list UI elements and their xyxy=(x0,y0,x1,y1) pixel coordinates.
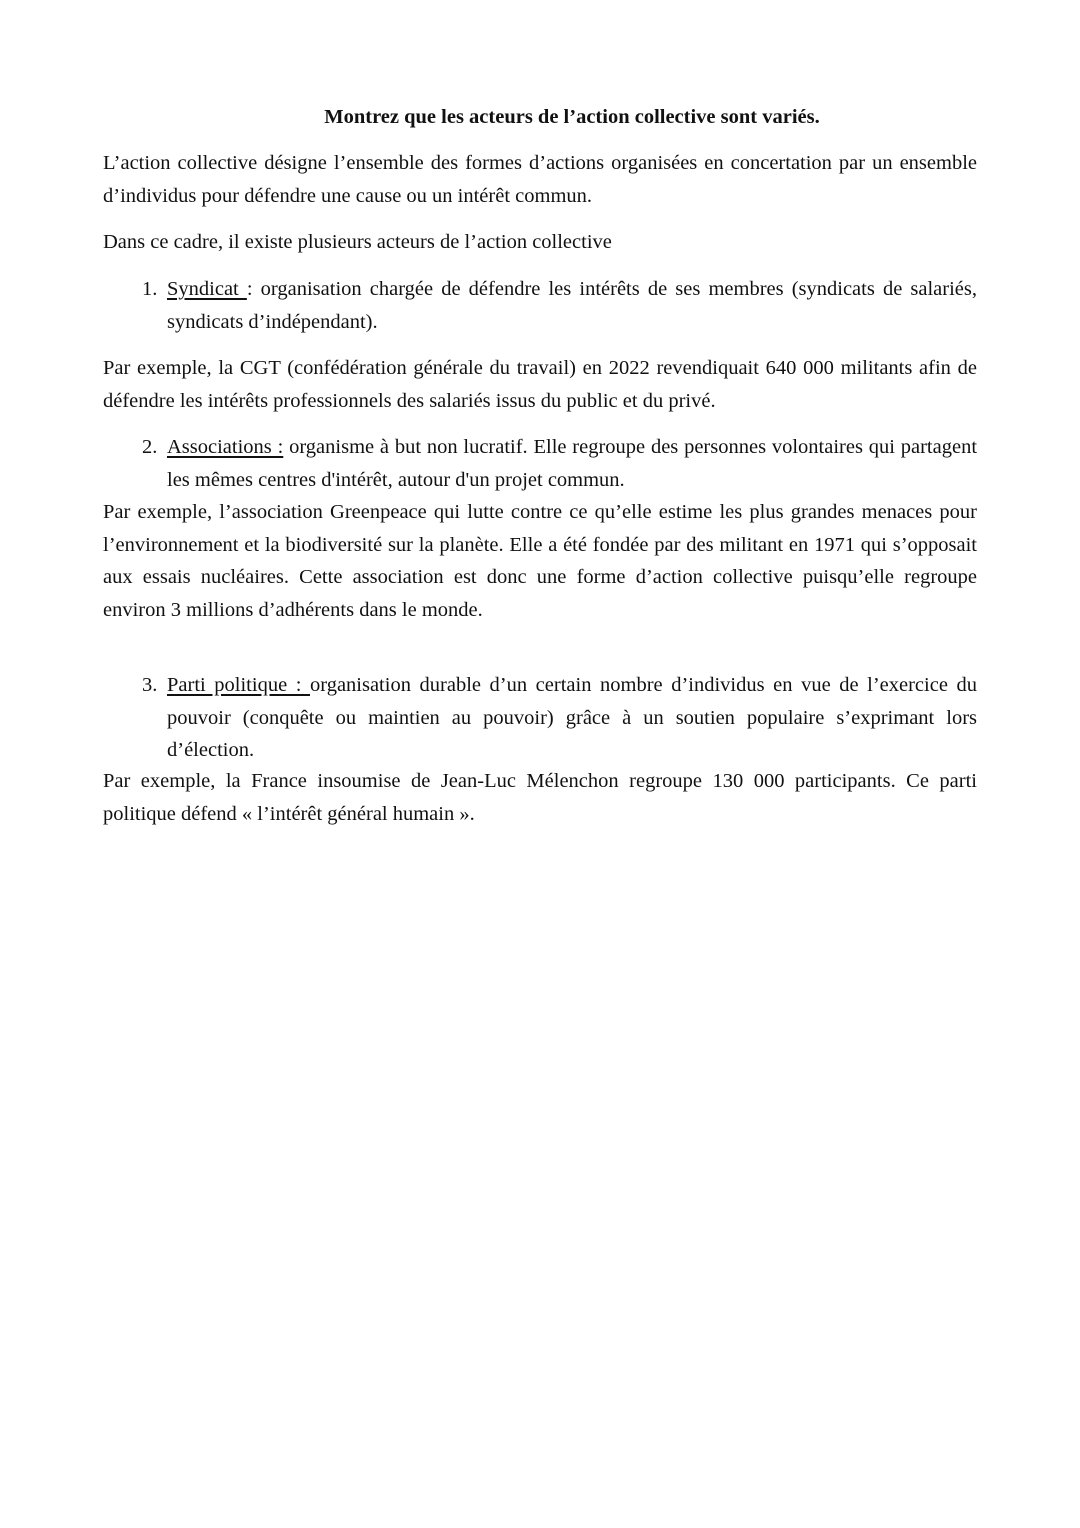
definition: organisation durable d’un certain nombre d’individus en vue de l’exercice du pouvoir (conquête ou maintien au pouvoir) grâce à un soutien populaire s’exprimant lors d’élection. xyxy=(167,674,977,761)
intro-paragraph: L’action collective désigne l’ensemble des formes d’actions organisées en concertation par un ensemble d’individus pour défendre une cause ou un intérêt commun. xyxy=(103,152,977,207)
term-label: Parti politique : xyxy=(167,674,310,696)
separator: : xyxy=(246,278,261,300)
list-number: 3. xyxy=(142,674,158,696)
example-paragraph: Par exemple, la CGT (confédération générale du travail) en 2022 revendiquait 640 000 militants afin de défendre les intérêts professionnels des salariés issus du public et du privé. xyxy=(103,357,977,412)
context-paragraph: Dans ce cadre, il existe plusieurs acteurs de l’action collective xyxy=(103,231,612,253)
list-item-associations xyxy=(142,431,977,496)
definition: organisation chargée de défendre les intérêts de ses membres (syndicats de salariés, syndicats d’indépendant). xyxy=(167,278,977,333)
list-number: 1. xyxy=(142,278,158,300)
example-paragraph: Par exemple, la France insoumise de Jean-Luc Mélenchon regroupe 130 000 participants. Ce parti politique défend « l’intérêt général humain ». xyxy=(103,770,977,825)
list-number: 2. xyxy=(142,436,158,458)
document-title: Montrez que les acteurs de l’action collective sont variés. xyxy=(324,106,820,128)
list-item-syndicat xyxy=(142,273,977,338)
example-paragraph: Par exemple, l’association Greenpeace qui lutte contre ce qu’elle estime les plus grandes menaces pour l’environnement et la biodiversité sur la planète. Elle a été fondée par des militant en 1971 qui s’opposait aux essais nucléaires. Cette association est donc une forme d’action collective puisqu’elle regroupe environ 3 millions d’adhérents dans le monde. xyxy=(103,501,977,621)
list-item-parti-politique xyxy=(142,669,977,767)
term-label: Syndicat xyxy=(167,278,247,300)
term-label: Associations : xyxy=(167,436,284,458)
definition: organisme à but non lucratif. Elle regroupe des personnes volontaires qui partagent les mêmes centres d'intérêt, autour d'un projet commun. xyxy=(167,436,978,491)
